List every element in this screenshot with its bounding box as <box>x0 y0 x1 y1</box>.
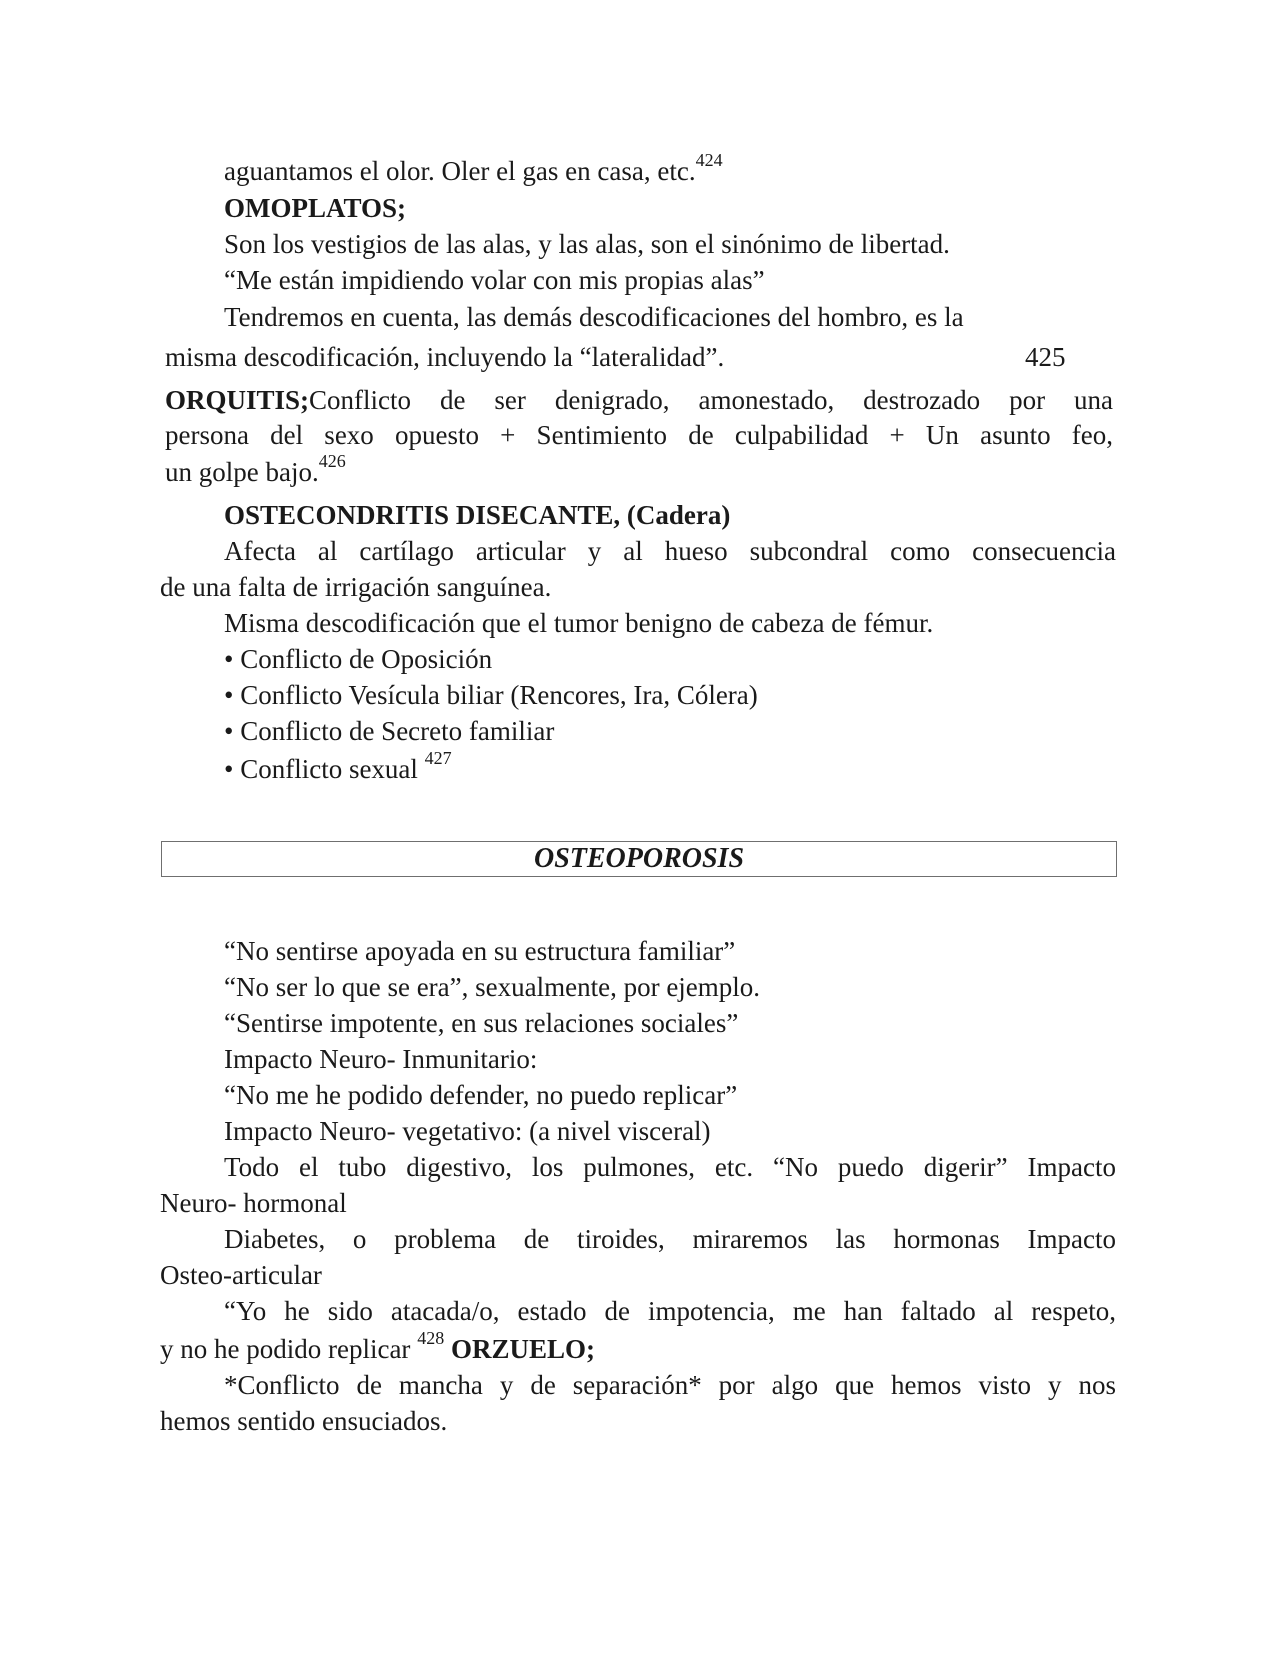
text-line: de una falta de irrigación sanguínea. <box>160 572 552 602</box>
list-item: • Conflicto Vesícula biliar (Rencores, Ira, Cólera) <box>224 680 758 710</box>
text-line: Impacto Neuro- Inmunitario: <box>224 1044 538 1074</box>
list-item: • Conflicto de Oposición <box>224 644 493 674</box>
text-line: “Me están impidiendo volar con mis propias alas” <box>224 265 765 295</box>
text-line: “Sentirse impotente, en sus relaciones sociales” <box>224 1008 739 1038</box>
text-line: Neuro- hormonal <box>160 1188 347 1218</box>
footnote-ref: 427 <box>424 748 452 768</box>
text-line: y no he podido replicar $^{428}$ ORZUELO; <box>160 1328 595 1364</box>
footnote-ref: 424 <box>695 150 723 170</box>
text-line: Osteo-articular <box>160 1260 322 1290</box>
text-line: Afecta al cartílago articular y al hueso subcondral como consecuencia <box>224 536 1116 566</box>
text-line: *Conflicto de mancha y de separación* por algo que hemos visto y nos <box>224 1370 1116 1400</box>
footnote-ref: 426 <box>318 451 346 471</box>
text-line: hemos sentido ensuciados. <box>160 1406 448 1436</box>
list-item: • Conflicto de Secreto familiar <box>224 716 555 746</box>
text-line: persona del sexo opuesto + Sentimiento de culpabilidad + Un asunto feo, <box>165 420 1113 450</box>
heading-orquitis: ORQUITIS; <box>165 385 310 415</box>
text-line: Impacto Neuro- vegetativo: (a nivel visceral) <box>224 1116 711 1146</box>
text-line: “No ser lo que se era”, sexualmente, por ejemplo. <box>224 972 761 1002</box>
text-line <box>224 150 723 188</box>
text-line: un golpe bajo.$^{426}$ <box>165 451 346 487</box>
list-item: • Conflicto sexual $^{427}$ <box>224 748 452 784</box>
text-line: Diabetes, o problema de tiroides, miraremos las hormonas Impacto <box>224 1224 1116 1254</box>
section-title-osteoporosis: OSTEOPOROSIS <box>161 841 1117 877</box>
line-text: aguantamos el olor. Oler el gas en casa, etc. <box>224 156 696 186</box>
text-line: “Yo he sido atacada/o, estado de impotencia, me han faltado al respeto, <box>224 1296 1116 1326</box>
heading-omoplatos: OMOPLATOS; <box>224 193 407 223</box>
text-line: Son los vestigios de las alas, y las alas, son el sinónimo de libertad. <box>224 229 950 259</box>
text-line: Todo el tubo digestivo, los pulmones, etc. “No puedo digerir” Impacto <box>224 1152 1116 1182</box>
footnote-ref: 428 <box>417 1328 445 1348</box>
text-line: ORQUITIS;Conflicto de ser denigrado, amonestado, destrozado por una <box>165 385 1113 415</box>
text-line: “No me he podido defender, no puedo replicar” <box>224 1080 738 1110</box>
text-line: “No sentirse apoyada en su estructura familiar” <box>224 936 736 966</box>
heading-orzuelo: ORZUELO; <box>450 1334 595 1364</box>
text-line: misma descodificación, incluyendo la “lateralidad”. <box>165 342 725 372</box>
heading-ostecondritis: OSTECONDRITIS DISECANTE, (Cadera) <box>224 500 731 530</box>
page-number: 425 <box>1025 342 1066 372</box>
text-line: Tendremos en cuenta, las demás descodificaciones del hombro, es la <box>224 302 964 332</box>
text-line: Misma descodificación que el tumor benigno de cabeza de fémur. <box>224 608 934 638</box>
